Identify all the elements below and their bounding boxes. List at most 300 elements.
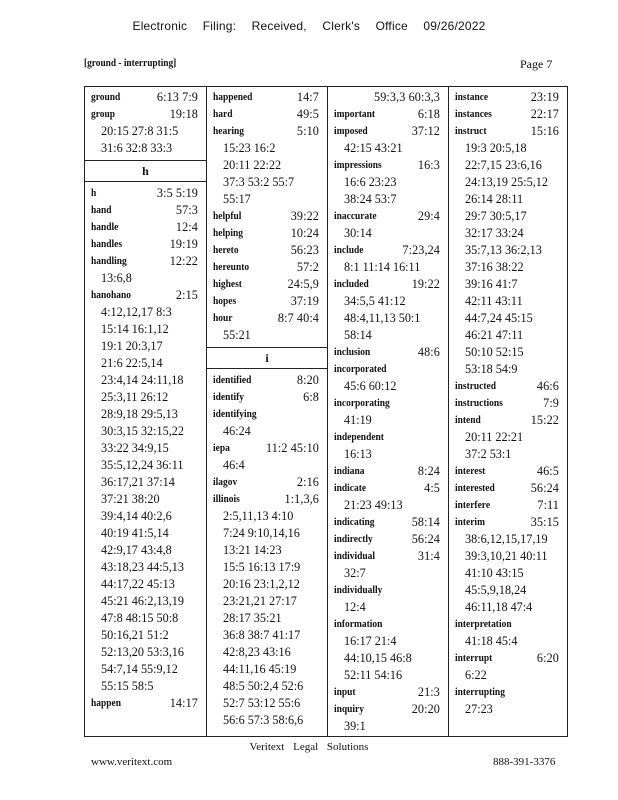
page-refs: 7:9 bbox=[543, 396, 559, 410]
page-refs: 45:5,9,18,24 bbox=[465, 583, 527, 597]
index-word: helping bbox=[213, 227, 243, 239]
index-entry bbox=[455, 106, 567, 123]
page-refs: 25:3,11 26:12 bbox=[101, 390, 169, 404]
page-refs: 8:24 bbox=[417, 464, 440, 478]
page-refs: 39:4,14 40:2,6 bbox=[101, 509, 172, 523]
section-letter: h bbox=[85, 160, 206, 182]
index-entry bbox=[455, 480, 567, 497]
page-refs: 46:24 bbox=[223, 424, 251, 438]
index-word: include bbox=[334, 244, 364, 256]
index-entry bbox=[213, 106, 327, 123]
page-refs: 37:12 bbox=[411, 124, 440, 138]
index-word: handle bbox=[91, 221, 119, 233]
page-refs: 42:11 43:11 bbox=[465, 294, 523, 308]
entry-line bbox=[213, 293, 327, 310]
entry-line bbox=[213, 106, 327, 123]
entry-line bbox=[91, 219, 206, 236]
page-refs: 50:10 52:15 bbox=[465, 345, 524, 359]
index-word: interim bbox=[455, 516, 485, 528]
index-entry bbox=[334, 616, 448, 684]
index-entry bbox=[213, 372, 327, 389]
entry-line bbox=[455, 89, 567, 106]
entry-line bbox=[213, 406, 327, 423]
index-entry bbox=[213, 293, 327, 310]
page-refs: 5:10 bbox=[296, 124, 319, 138]
page-refs: 38:6,12,15,17,19 bbox=[465, 532, 548, 546]
page-refs: 49:5 bbox=[296, 107, 319, 121]
page-refs: 12:4 bbox=[175, 220, 198, 234]
index-word: incorporating bbox=[334, 397, 390, 409]
entry-line bbox=[455, 650, 567, 667]
index-entry bbox=[213, 389, 327, 406]
index-word: information bbox=[334, 618, 383, 630]
index-word: impressions bbox=[334, 159, 382, 171]
index-entry bbox=[334, 463, 448, 480]
index-entry bbox=[334, 514, 448, 531]
entry-line bbox=[91, 89, 206, 106]
page-refs: 39:16 41:7 bbox=[465, 277, 518, 291]
entry-line bbox=[455, 123, 567, 140]
entry-line bbox=[213, 389, 327, 406]
index-entry bbox=[334, 684, 448, 701]
index-entry bbox=[455, 123, 567, 378]
entry-line bbox=[334, 701, 448, 718]
page-refs: 13:6,8 bbox=[101, 271, 132, 285]
page-refs: 11:2 45:10 bbox=[265, 441, 319, 455]
entry-line bbox=[334, 463, 448, 480]
page-refs: 7:23,24 bbox=[402, 243, 440, 257]
index-column-1 bbox=[85, 87, 206, 736]
index-entry bbox=[334, 548, 448, 582]
entry-line bbox=[213, 208, 327, 225]
page-refs: 52:7 53:12 55:6 bbox=[223, 696, 301, 710]
index-word: instructions bbox=[455, 397, 503, 409]
index-entry bbox=[213, 225, 327, 242]
index-word: intend bbox=[455, 414, 481, 426]
page-refs: 44:10,15 46:8 bbox=[344, 651, 412, 665]
index-entry bbox=[213, 440, 327, 474]
index-word: happen bbox=[91, 697, 121, 709]
page-refs: 41:19 bbox=[344, 413, 372, 427]
page-refs: 15:16 bbox=[530, 124, 559, 138]
page-refs: 56:24 bbox=[530, 481, 559, 495]
index-word: individually bbox=[334, 584, 383, 596]
page-refs: 45:21 46:2,13,19 bbox=[101, 594, 184, 608]
page-refs: 59:3,3 60:3,3 bbox=[374, 90, 440, 104]
entry-line bbox=[334, 616, 448, 633]
index-entry bbox=[91, 89, 206, 106]
entry-line bbox=[91, 695, 206, 712]
entry-line bbox=[213, 242, 327, 259]
index-column-2 bbox=[206, 87, 327, 736]
page-refs: 48:5 50:2,4 52:6 bbox=[223, 679, 304, 693]
index-entry bbox=[91, 185, 206, 202]
index-word: instances bbox=[455, 108, 492, 120]
page-refs: 56:24 bbox=[411, 532, 440, 546]
entry-line bbox=[213, 89, 327, 106]
page-refs: 28:9,18 29:5,13 bbox=[101, 407, 178, 421]
index-entry bbox=[213, 406, 327, 440]
entry-line bbox=[91, 106, 206, 123]
page-refs: 50:16,21 51:2 bbox=[101, 628, 169, 642]
index-word: inaccurate bbox=[334, 210, 377, 222]
index-entry bbox=[213, 89, 327, 106]
index-word: imposed bbox=[334, 125, 368, 137]
entry-line bbox=[455, 497, 567, 514]
index-word: identifying bbox=[213, 408, 257, 420]
page-refs: 20:11 22:22 bbox=[223, 158, 282, 172]
index-word: indicate bbox=[334, 482, 367, 494]
page-refs: 36:8 38:7 41:17 bbox=[223, 628, 301, 642]
page-refs: 22:7,15 23:6,16 bbox=[465, 158, 542, 172]
page-refs: 57:3 bbox=[175, 203, 198, 217]
section-letter: i bbox=[207, 347, 327, 369]
index-entry bbox=[334, 89, 448, 106]
index-word: hopes bbox=[213, 295, 237, 307]
index-entry bbox=[334, 123, 448, 157]
page-refs: 32:7 bbox=[344, 566, 366, 580]
index-word: interrupt bbox=[455, 652, 493, 664]
index-word: identified bbox=[213, 374, 252, 386]
page-refs: 27:23 bbox=[465, 702, 493, 716]
entry-line bbox=[213, 474, 327, 491]
entry-line bbox=[455, 616, 567, 633]
page-refs: 4:12,12,17 8:3 bbox=[101, 305, 172, 319]
page-refs: 8:7 40:4 bbox=[277, 311, 319, 325]
entry-line bbox=[334, 480, 448, 497]
footer-website: www.veritext.com bbox=[91, 756, 173, 768]
page-refs: 20:20 bbox=[411, 702, 440, 716]
index-word: helpful bbox=[213, 210, 242, 222]
entry-line bbox=[334, 429, 448, 446]
index-entry bbox=[91, 695, 206, 712]
page-refs: 7:24 9:10,14,16 bbox=[223, 526, 300, 540]
entry-line bbox=[455, 106, 567, 123]
index-entry bbox=[334, 106, 448, 123]
entry-line bbox=[455, 395, 567, 412]
index-word: h bbox=[91, 187, 97, 199]
index-entry bbox=[455, 89, 567, 106]
index-word: instruct bbox=[455, 125, 487, 137]
index-entry bbox=[91, 236, 206, 253]
page-refs: 44:17,22 45:13 bbox=[101, 577, 175, 591]
index-word: instance bbox=[455, 91, 489, 103]
page-refs: 7:11 bbox=[537, 498, 559, 512]
index-word: illinois bbox=[213, 493, 240, 505]
page-refs: 1:1,3,6 bbox=[284, 492, 319, 506]
page-refs: 45:6 60:12 bbox=[344, 379, 397, 393]
index-entry bbox=[334, 242, 448, 276]
index-entry bbox=[455, 395, 567, 412]
index-entry bbox=[213, 242, 327, 259]
index-entry bbox=[455, 463, 567, 480]
entry-line bbox=[334, 548, 448, 565]
entry-line bbox=[334, 208, 448, 225]
index-word: group bbox=[91, 108, 116, 120]
index-column-3 bbox=[327, 87, 448, 736]
page-refs: 44:7,24 45:15 bbox=[465, 311, 533, 325]
page-refs: 10:24 bbox=[290, 226, 319, 240]
index-word: indicating bbox=[334, 516, 375, 528]
page-refs: 14:17 bbox=[169, 696, 198, 710]
index-column-4 bbox=[448, 87, 567, 736]
page-refs: 16:13 bbox=[344, 447, 372, 461]
page-refs: 40:19 41:5,14 bbox=[101, 526, 169, 540]
entry-line bbox=[213, 276, 327, 293]
page-refs: 46:5 bbox=[536, 464, 559, 478]
page-refs: 46:11,18 47:4 bbox=[465, 600, 533, 614]
page-refs: 39:3,10,21 40:11 bbox=[465, 549, 548, 563]
index-entry bbox=[334, 429, 448, 463]
page-refs: 24:13,19 25:5,12 bbox=[465, 175, 548, 189]
entry-line bbox=[334, 361, 448, 378]
entry-line bbox=[91, 236, 206, 253]
page-refs: 52:11 54:16 bbox=[344, 668, 403, 682]
index-word: individual bbox=[334, 550, 376, 562]
entry-line bbox=[91, 253, 206, 270]
index-word: independent bbox=[334, 431, 384, 443]
index-entry bbox=[334, 531, 448, 548]
page-refs: 6:8 bbox=[303, 390, 319, 404]
page-refs: 4:5 bbox=[424, 481, 440, 495]
index-word: indirectly bbox=[334, 533, 373, 545]
page-refs: 53:18 54:9 bbox=[465, 362, 518, 376]
page-refs: 19:1 20:3,17 bbox=[101, 339, 163, 353]
index-entry bbox=[213, 259, 327, 276]
index-entry bbox=[455, 616, 567, 650]
page-refs: 12:22 bbox=[169, 254, 198, 268]
index-word: interrupting bbox=[455, 686, 505, 698]
page-refs: 37:16 38:22 bbox=[465, 260, 524, 274]
page-refs: 30:3,15 32:15,22 bbox=[101, 424, 184, 438]
page-refs: 37:19 bbox=[290, 294, 319, 308]
index-word: inquiry bbox=[334, 703, 364, 715]
page-refs: 21:3 bbox=[417, 685, 440, 699]
page-refs: 35:5,12,24 36:11 bbox=[101, 458, 184, 472]
page-refs: 21:23 49:13 bbox=[344, 498, 403, 512]
page-refs: 28:17 35:21 bbox=[223, 611, 282, 625]
index-entry bbox=[91, 219, 206, 236]
index-word: ground bbox=[91, 91, 121, 103]
page-refs: 14:7 bbox=[296, 90, 319, 104]
page-refs: 48:6 bbox=[417, 345, 440, 359]
index-entry bbox=[334, 157, 448, 208]
index-word: handles bbox=[91, 238, 123, 250]
page-refs: 6:18 bbox=[417, 107, 440, 121]
entry-line bbox=[334, 106, 448, 123]
page-refs: 20:15 27:8 31:5 bbox=[101, 124, 179, 138]
index-entry bbox=[334, 361, 448, 395]
entry-line bbox=[213, 310, 327, 327]
page-number: Page 7 bbox=[520, 57, 553, 71]
page-refs: 23:21,21 27:17 bbox=[223, 594, 297, 608]
index-entry bbox=[455, 650, 567, 684]
entry-line bbox=[334, 89, 448, 106]
page-refs: 2:5,11,13 4:10 bbox=[223, 509, 294, 523]
page-refs: 57:2 bbox=[296, 260, 319, 274]
index-entry bbox=[91, 106, 206, 157]
index-word: hereunto bbox=[213, 261, 250, 273]
index-range: [ground - interrupting] bbox=[84, 57, 177, 69]
page-refs: 41:10 43:15 bbox=[465, 566, 524, 580]
page-refs: 19:22 bbox=[411, 277, 440, 291]
entry-line bbox=[334, 582, 448, 599]
page-refs: 33:22 34:9,15 bbox=[101, 441, 169, 455]
index-word: happened bbox=[213, 91, 253, 103]
page-refs: 37:2 53:1 bbox=[465, 447, 512, 461]
index-word: interested bbox=[455, 482, 495, 494]
index-entry bbox=[213, 474, 327, 491]
page-refs: 16:6 23:23 bbox=[344, 175, 397, 189]
index-word: ilagov bbox=[213, 476, 238, 488]
page-refs: 19:19 bbox=[169, 237, 198, 251]
page-refs: 20:16 23:1,2,12 bbox=[223, 577, 300, 591]
entry-line bbox=[334, 514, 448, 531]
entry-line bbox=[334, 531, 448, 548]
entry-line bbox=[334, 344, 448, 361]
footer-phone: 888-391-3376 bbox=[493, 756, 556, 768]
page-refs: 41:18 45:4 bbox=[465, 634, 518, 648]
page-refs: 6:13 7:9 bbox=[156, 90, 198, 104]
index-word: inclusion bbox=[334, 346, 371, 358]
page-refs: 46:4 bbox=[223, 458, 245, 472]
page-refs: 2:15 bbox=[175, 288, 198, 302]
index-word: indiana bbox=[334, 465, 365, 477]
page-refs: 19:3 20:5,18 bbox=[465, 141, 527, 155]
page-refs: 6:20 bbox=[536, 651, 559, 665]
index-word: hard bbox=[213, 108, 233, 120]
index-entry bbox=[334, 276, 448, 344]
page-refs: 39:22 bbox=[290, 209, 319, 223]
page-refs: 29:4 bbox=[417, 209, 440, 223]
page-refs: 12:4 bbox=[344, 600, 366, 614]
page-refs: 37:21 38:20 bbox=[101, 492, 160, 506]
page-refs: 52:13,20 53:3,16 bbox=[101, 645, 184, 659]
page-refs: 23:19 bbox=[530, 90, 559, 104]
entry-line bbox=[455, 684, 567, 701]
index-word: incorporated bbox=[334, 363, 387, 375]
index-entry bbox=[91, 202, 206, 219]
word-index-table bbox=[84, 86, 568, 737]
entry-line bbox=[91, 202, 206, 219]
index-entry bbox=[334, 582, 448, 616]
index-word: interfere bbox=[455, 499, 491, 511]
page-refs: 15:23 16:2 bbox=[223, 141, 276, 155]
index-word: interest bbox=[455, 465, 486, 477]
entry-line bbox=[213, 372, 327, 389]
page-refs: 31:4 bbox=[417, 549, 440, 563]
page-refs: 34:5,5 41:12 bbox=[344, 294, 406, 308]
page-refs: 38:24 53:7 bbox=[344, 192, 397, 206]
index-entry bbox=[455, 412, 567, 463]
page-refs: 15:22 bbox=[530, 413, 559, 427]
page-refs: 42:15 43:21 bbox=[344, 141, 403, 155]
index-word: input bbox=[334, 686, 356, 698]
page-refs: 56:23 bbox=[290, 243, 319, 257]
page-refs: 16:3 bbox=[417, 158, 440, 172]
page-refs: 43:18,23 44:5,13 bbox=[101, 560, 184, 574]
page-refs: 29:7 30:5,17 bbox=[465, 209, 527, 223]
index-entry bbox=[213, 310, 327, 344]
page-refs: 54:7,14 55:9,12 bbox=[101, 662, 178, 676]
entry-line bbox=[213, 123, 327, 140]
index-word: handling bbox=[91, 255, 127, 267]
page-refs: 15:14 16:1,12 bbox=[101, 322, 169, 336]
entry-line bbox=[213, 491, 327, 508]
page-refs: 19:18 bbox=[169, 107, 198, 121]
page-refs: 39:1 bbox=[344, 719, 366, 733]
index-word: hanohano bbox=[91, 289, 131, 301]
page-refs: 13:21 14:23 bbox=[223, 543, 282, 557]
index-entry bbox=[213, 123, 327, 208]
page-refs: 30:14 bbox=[344, 226, 372, 240]
index-entry bbox=[91, 253, 206, 287]
page-refs: 46:21 47:11 bbox=[465, 328, 524, 342]
page-refs: 24:5,9 bbox=[287, 277, 319, 291]
page-refs: 47:8 48:15 50:8 bbox=[101, 611, 179, 625]
footer-company: Veritext Legal Solutions bbox=[249, 741, 369, 753]
page-refs: 32:17 33:24 bbox=[465, 226, 524, 240]
index-word: interpretation bbox=[455, 618, 512, 630]
index-entry bbox=[455, 497, 567, 514]
entry-line bbox=[455, 378, 567, 395]
page-refs: 58:14 bbox=[411, 515, 440, 529]
page-refs: 20:11 22:21 bbox=[465, 430, 524, 444]
entry-line bbox=[213, 225, 327, 242]
entry-line bbox=[455, 480, 567, 497]
page-refs: 8:1 11:14 16:11 bbox=[344, 260, 421, 274]
page-refs: 21:6 22:5,14 bbox=[101, 356, 163, 370]
index-word: included bbox=[334, 278, 369, 290]
index-word: important bbox=[334, 108, 375, 120]
index-entry bbox=[334, 344, 448, 361]
index-entry bbox=[334, 395, 448, 429]
entry-line bbox=[455, 463, 567, 480]
index-word: hand bbox=[91, 204, 112, 216]
entry-line bbox=[91, 185, 206, 202]
page-refs: 2:16 bbox=[296, 475, 319, 489]
page-refs: 6:22 bbox=[465, 668, 487, 682]
page-refs: 44:11,16 45:19 bbox=[223, 662, 297, 676]
index-entry bbox=[213, 276, 327, 293]
page-refs: 15:5 16:13 17:9 bbox=[223, 560, 301, 574]
index-word: instructed bbox=[455, 380, 496, 392]
page-refs: 35:15 bbox=[530, 515, 559, 529]
page-refs: 55:15 58:5 bbox=[101, 679, 154, 693]
index-word: hour bbox=[213, 312, 233, 324]
index-entry bbox=[91, 287, 206, 695]
index-entry bbox=[334, 208, 448, 242]
index-entry bbox=[213, 208, 327, 225]
entry-line bbox=[334, 242, 448, 259]
page-refs: 56:6 57:3 58:6,6 bbox=[223, 713, 304, 727]
page-refs: 42:8,23 43:16 bbox=[223, 645, 291, 659]
entry-line bbox=[334, 157, 448, 174]
index-word: highest bbox=[213, 278, 242, 290]
index-entry bbox=[455, 514, 567, 616]
entry-line bbox=[455, 412, 567, 429]
page-refs: 42:9,17 43:4,8 bbox=[101, 543, 172, 557]
page-refs: 8:20 bbox=[296, 373, 319, 387]
entry-line bbox=[334, 684, 448, 701]
page-refs: 55:17 bbox=[223, 192, 251, 206]
entry-line bbox=[334, 123, 448, 140]
page-refs: 31:6 32:8 33:3 bbox=[101, 141, 173, 155]
index-entry bbox=[213, 491, 327, 729]
filing-stamp: Electronic Filing: Received, Clerk's Office 09/26/2022 bbox=[132, 19, 486, 33]
page-refs: 22:17 bbox=[530, 107, 559, 121]
entry-line bbox=[213, 440, 327, 457]
